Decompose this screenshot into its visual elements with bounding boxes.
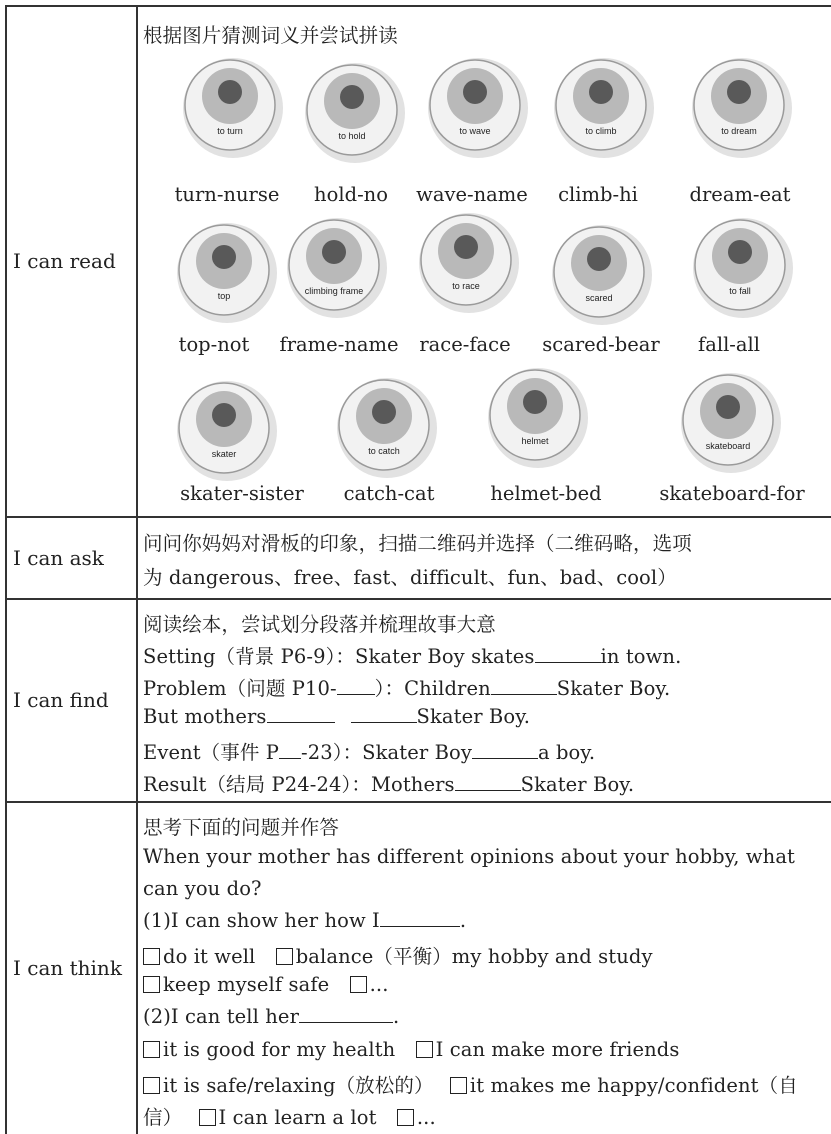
- checkbox-health[interactable]: [143, 1041, 160, 1058]
- picture-illustration: [679, 371, 783, 475]
- picture-illustration: [181, 56, 285, 160]
- problem-text-mid: ）：Children: [374, 677, 491, 700]
- but-text: But mothers: [143, 705, 267, 728]
- ask-line-1: 问问你妈妈对滑板的印象，扫描二维码并选择（二维码略，选项: [143, 532, 692, 555]
- checkbox-do-well[interactable]: [143, 948, 160, 965]
- picture-word: frame-name: [279, 333, 399, 356]
- picture-caption: helmet: [521, 436, 549, 446]
- picture-word: dream-eat: [689, 183, 791, 206]
- option-friends: I can make more friends: [435, 1038, 680, 1061]
- picture-badge-10: [691, 216, 795, 320]
- picture-badge-6: [175, 221, 279, 325]
- picture-illustration: [550, 223, 654, 327]
- event-blank[interactable]: [472, 757, 538, 759]
- option-balance: balance（平衡）my hobby and study: [295, 945, 653, 968]
- q1-text: (1)I can show her how I: [143, 909, 380, 932]
- option-other-1: ...: [369, 973, 389, 996]
- option-health: it is good for my health: [163, 1038, 396, 1061]
- picture-caption: top: [217, 291, 231, 301]
- picture-illustration: [552, 56, 656, 160]
- picture-illustration: [691, 216, 795, 320]
- think-q2-options-b: [143, 1070, 798, 1098]
- picture-illustration: [175, 379, 279, 483]
- think-q1-options-a: [143, 941, 653, 969]
- think-instruction: 思考下面的问题并作答: [143, 816, 340, 839]
- picture-word: skateboard-for: [659, 482, 805, 505]
- but-blank-2[interactable]: [351, 721, 417, 723]
- checkbox-other-1[interactable]: [350, 976, 367, 993]
- think-q1-options-b: [143, 973, 389, 996]
- but-text-end: Skater Boy.: [416, 705, 531, 728]
- setting-text-end: in town.: [600, 645, 682, 668]
- option-happy-end: 信）: [143, 1106, 183, 1129]
- picture-badge-11: [175, 379, 279, 483]
- checkbox-learn[interactable]: [199, 1109, 216, 1126]
- picture-illustration: [690, 56, 794, 160]
- find-setting: [143, 641, 681, 669]
- picture-caption: to catch: [368, 446, 400, 456]
- checkbox-balance[interactable]: [276, 948, 293, 965]
- picture-word: race-face: [419, 333, 511, 356]
- q1-end: .: [459, 909, 467, 932]
- picture-illustration: [486, 366, 590, 470]
- picture-badge-12: [335, 376, 439, 480]
- picture-word: wave-name: [416, 183, 528, 206]
- picture-badge-1: [181, 56, 285, 160]
- problem-text: Problem（问题 P10-: [143, 677, 337, 700]
- picture-badge-9: [550, 223, 654, 327]
- problem-text-end: Skater Boy.: [556, 677, 671, 700]
- q1-blank[interactable]: [380, 925, 460, 927]
- picture-badge-7: [285, 216, 389, 320]
- option-relaxing: it is safe/relaxing（放松的）: [163, 1074, 434, 1097]
- option-keep-safe: keep myself safe: [163, 973, 330, 996]
- think-question-2: can you do?: [143, 877, 262, 900]
- picture-caption: scared: [585, 293, 613, 303]
- column-divider: [136, 5, 138, 1134]
- picture-illustration: [175, 221, 279, 325]
- picture-caption: to turn: [217, 126, 243, 136]
- row-label-ask: I can ask: [13, 545, 104, 570]
- find-result: [143, 769, 634, 797]
- option-do-well: do it well: [163, 945, 256, 968]
- picture-illustration: [417, 211, 521, 315]
- setting-text: Setting（背景 P6-9）：Skater Boy skates: [143, 645, 535, 668]
- q2-blank[interactable]: [299, 1021, 393, 1023]
- find-problem: [143, 673, 670, 701]
- result-text-end: Skater Boy.: [520, 773, 635, 796]
- picture-caption: to climb: [585, 126, 617, 136]
- picture-caption: climbing frame: [304, 286, 364, 296]
- row-label-think: I can think: [13, 956, 122, 980]
- checkbox-happy[interactable]: [450, 1077, 467, 1094]
- event-text-end: a boy.: [537, 741, 596, 764]
- picture-badge-3: [426, 56, 530, 160]
- think-q2-options-c: [143, 1102, 436, 1130]
- picture-word: turn-nurse: [174, 183, 280, 206]
- picture-badge-5: [690, 56, 794, 160]
- picture-caption: skater: [211, 449, 237, 459]
- picture-illustration: [426, 56, 530, 160]
- picture-word: helmet-bed: [490, 482, 602, 505]
- option-learn: I can learn a lot: [218, 1106, 377, 1129]
- event-text-mid: -23）：Skater Boy: [301, 741, 472, 764]
- find-instruction: 阅读绘本，尝试划分段落并梳理故事大意: [143, 613, 496, 636]
- q2-text: (2)I can tell her: [143, 1005, 299, 1028]
- setting-blank[interactable]: [535, 661, 601, 663]
- picture-badge-14: [679, 371, 783, 475]
- picture-badge-8: [417, 211, 521, 315]
- picture-illustration: [285, 216, 389, 320]
- picture-badge-4: [552, 56, 656, 160]
- picture-badge-2: [303, 61, 407, 165]
- picture-badge-13: [486, 366, 590, 470]
- checkbox-keep-safe[interactable]: [143, 976, 160, 993]
- think-q2: [143, 1005, 399, 1028]
- result-text: Result（结局 P24-24）：Mothers: [143, 773, 455, 796]
- find-but: [143, 705, 530, 728]
- picture-illustration: [303, 61, 407, 165]
- think-q2-options-a: [143, 1038, 679, 1061]
- but-blank-1[interactable]: [267, 721, 335, 723]
- picture-word: fall-all: [697, 333, 761, 356]
- think-q1: [143, 909, 466, 932]
- picture-illustration: [335, 376, 439, 480]
- picture-caption: to race: [452, 281, 480, 291]
- picture-caption: to fall: [729, 286, 751, 296]
- problem-blank[interactable]: [491, 693, 557, 695]
- picture-caption: to dream: [721, 126, 757, 136]
- result-blank[interactable]: [455, 789, 521, 791]
- picture-caption: skateboard: [705, 441, 751, 451]
- read-instruction: 根据图片猜测词义并尝试拼读: [143, 24, 398, 47]
- picture-caption: to hold: [338, 131, 366, 141]
- picture-word: hold-no: [314, 183, 388, 206]
- q2-end: .: [393, 1005, 400, 1028]
- picture-word: top-not: [178, 333, 250, 356]
- checkbox-relaxing[interactable]: [143, 1077, 160, 1094]
- row-label-read: I can read: [13, 249, 116, 273]
- problem-page-blank[interactable]: [337, 693, 375, 695]
- checkbox-friends[interactable]: [416, 1041, 433, 1058]
- picture-word: catch-cat: [343, 482, 435, 505]
- picture-word: climb-hi: [558, 183, 638, 206]
- find-event: [143, 737, 595, 765]
- checkbox-other-2[interactable]: [397, 1109, 414, 1126]
- think-question-1: When your mother has different opinions about your hobby, what: [143, 845, 795, 868]
- option-other-2: ...: [416, 1106, 436, 1129]
- option-happy: it makes me happy/confident（自: [469, 1074, 798, 1097]
- picture-word: scared-bear: [542, 333, 660, 356]
- event-text: Event（事件 P: [143, 741, 280, 764]
- event-page-blank[interactable]: [279, 757, 301, 759]
- picture-word: skater-sister: [180, 482, 304, 505]
- picture-caption: to wave: [459, 126, 491, 136]
- ask-line-2: 为 dangerous、free、fast、difficult、fun、bad、cool）: [143, 566, 677, 589]
- row-label-find: I can find: [13, 688, 109, 712]
